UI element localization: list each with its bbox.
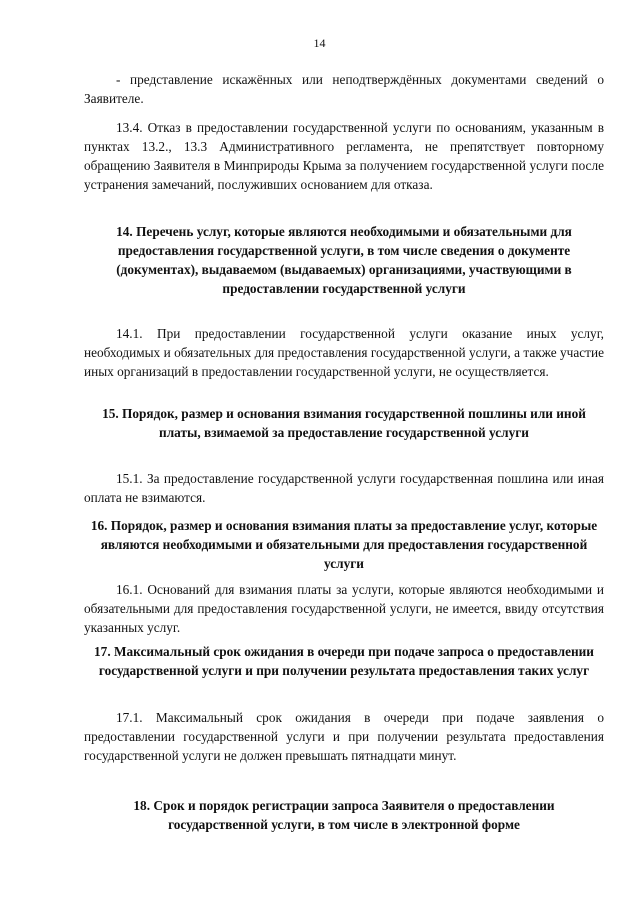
heading-section-14: 14. Перечень услуг, которые являются необходимыми и обязательными для предоставления государственной услуги, в том числе сведения о документе (документах), выдаваемом (выдаваемых) организациями, участвующими в предоставлении государственной услуги [116,224,572,296]
page-number: 14 [313,36,326,50]
heading-section-18: 18. Срок и порядок регистрации запроса Заявителя о предоставлении государственной услуги, в том числе в электронной форме [133,798,555,832]
paragraph-13-4: 13.4. Отказ в предоставлении государственной услуги по основаниям, указанным в пунктах 13.2., 13.3 Административного регламента, не препятствует повторному обращению Заявителя в Минприроды Крыма за получением государственной услуги после устранения замечаний, послуживших основанием для отказа. [84,120,604,192]
heading-section-17: 17. Максимальный срок ожидания в очереди при подаче запроса о предоставлении государственной услуги и при получении результата предоставления таких услуг [94,644,594,678]
paragraph-16-1: 16.1. Оснований для взимания платы за услуги, которые являются необходимыми и обязательными для предоставления государственной услуги, не имеется, ввиду отсутствия указанных услуг. [84,582,604,635]
paragraph-false-info: - представление искажённых или неподтверждённых документами сведений о Заявителе. [84,72,604,106]
paragraph-15-1: 15.1. За предоставление государственной услуги государственная пошлина или иная оплата не взимаются. [84,471,604,505]
paragraph-14-1: 14.1. При предоставлении государственной услуги оказание иных услуг, необходимых и обязательных для предоставления государственной услуги, а также участие иных организаций в предоставлении государственной услуги, не осуществляется. [84,326,604,379]
heading-section-16: 16. Порядок, размер и основания взимания платы за предоставление услуг, которые являются необходимыми и обязательными для предоставления государственной услуги [90,518,598,571]
heading-section-15: 15. Порядок, размер и основания взимания государственной пошлины или иной платы, взимаемой за предоставление государственной услуги [102,406,586,440]
paragraph-17-1: 17.1. Максимальный срок ожидания в очереди при подаче заявления о предоставлении государственной услуги и при получении результата предоставления государственной услуги не должен превышать пятнадцати минут. [84,710,604,763]
